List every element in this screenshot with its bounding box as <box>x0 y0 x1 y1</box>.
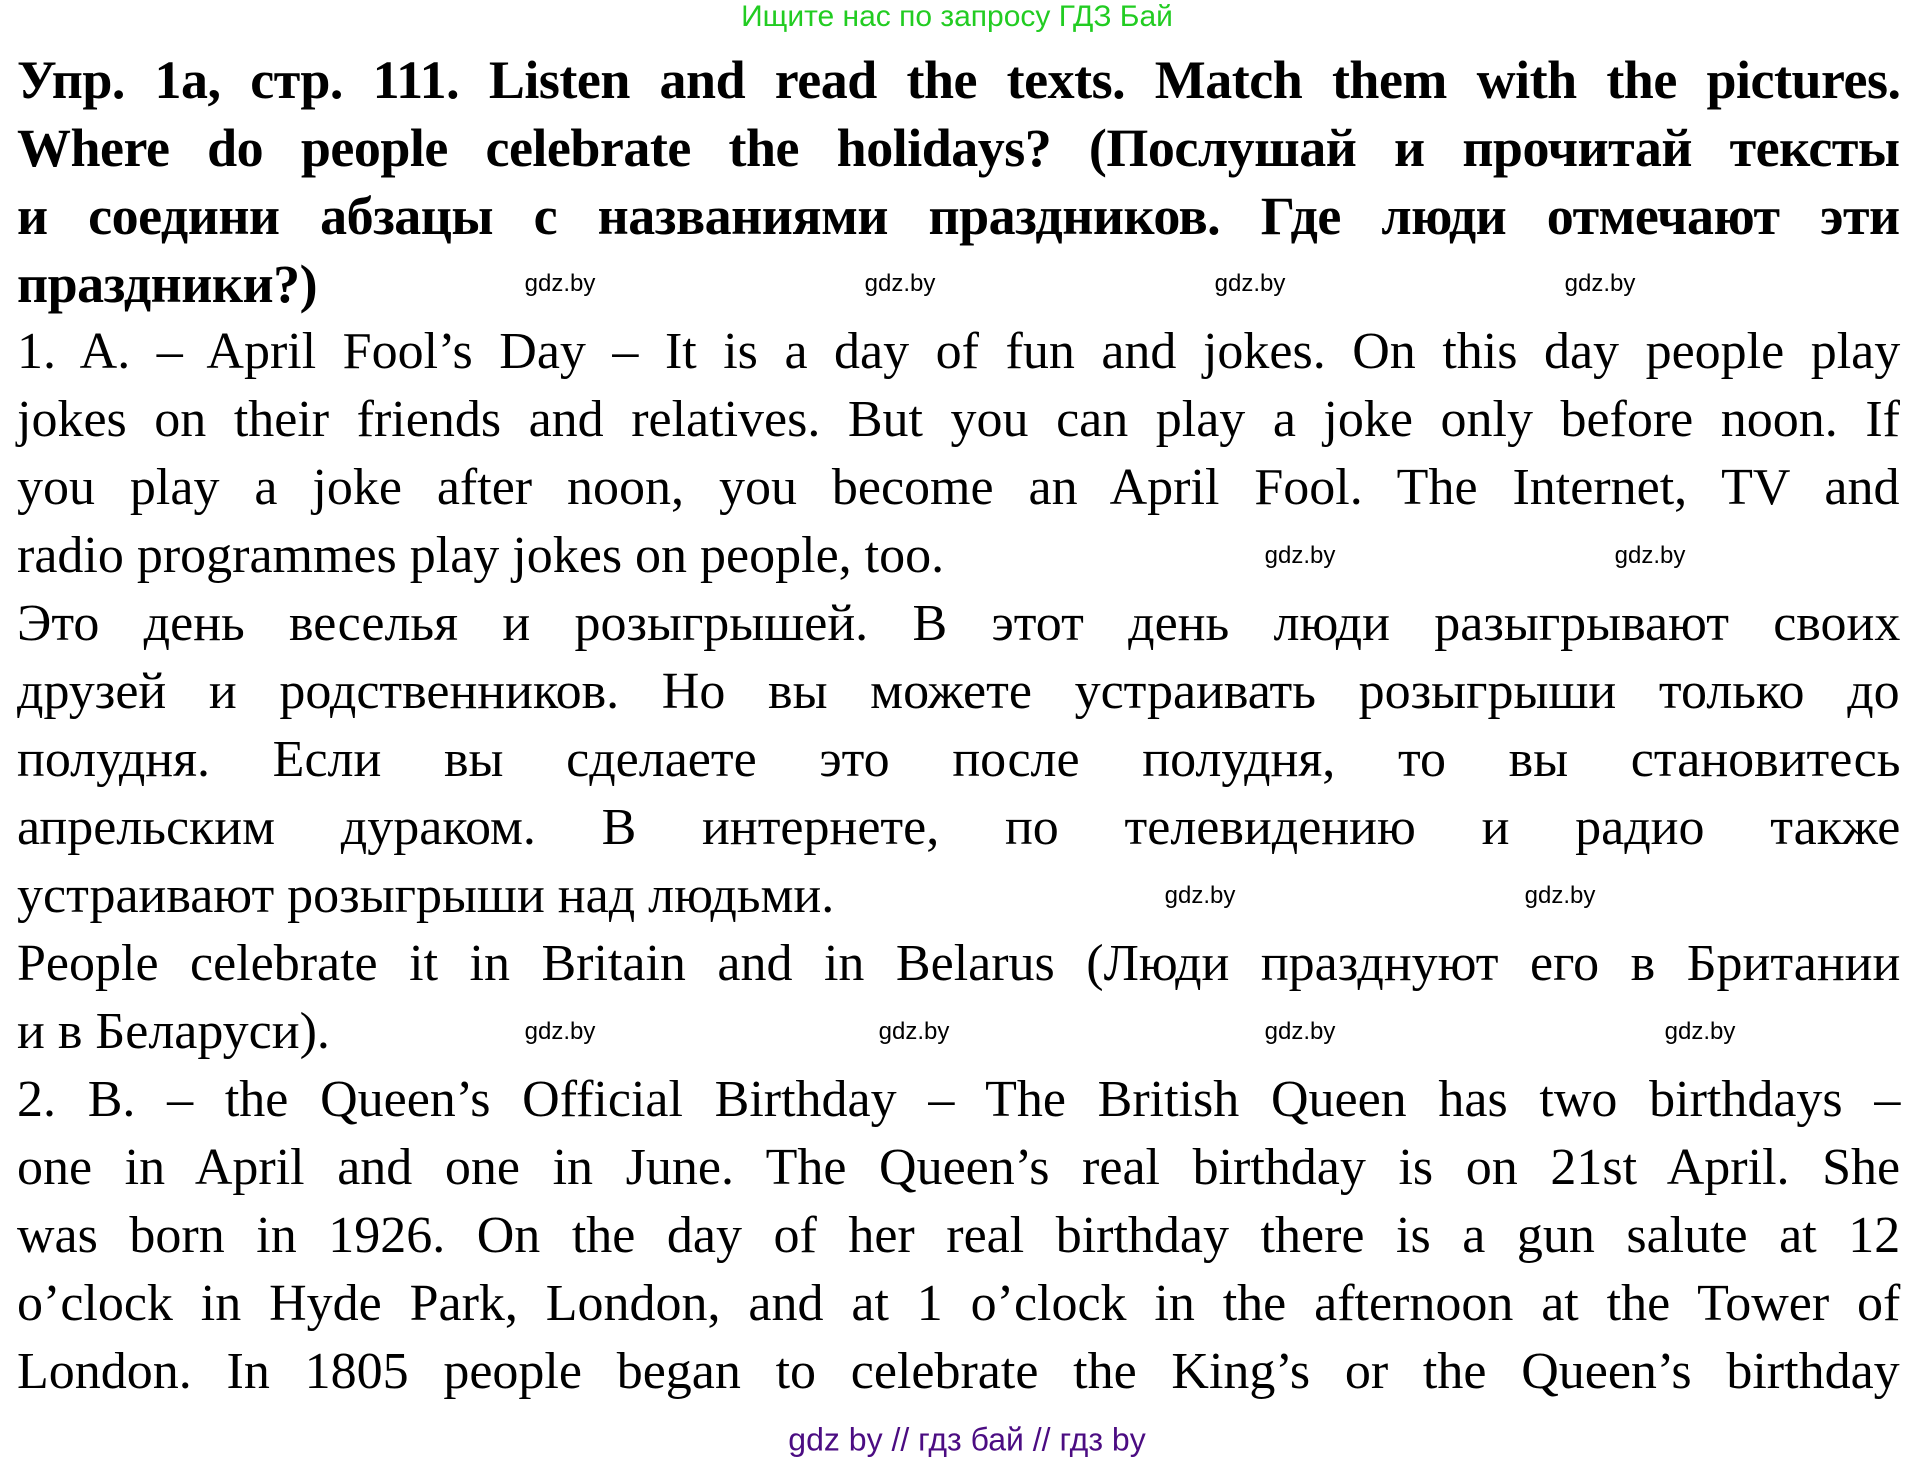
watermark: gdz.by <box>1524 882 1596 909</box>
site-links[interactable]: gdz by // гдз бай // гдз by <box>788 1421 1146 1458</box>
text-line: 2. B. – the Queen’s Official Birthday – The British Queen has two birthdays – <box>17 1071 1901 1128</box>
heading-line: праздники?) <box>17 254 318 314</box>
text-line: London. In 1805 people began to celebrate the King’s or the Queen’s birthday <box>17 1343 1900 1400</box>
heading-line: Where do people celebrate the holidays? (Послушай и прочитай тексты <box>17 118 1900 178</box>
search-banner: Ищите нас по запросу ГДЗ Бай <box>741 0 1173 33</box>
watermark: gdz.by <box>524 1018 596 1045</box>
watermark: gdz.by <box>1214 270 1286 297</box>
text-line: radio programmes play jokes on people, too. <box>17 527 945 584</box>
text-line: People celebrate it in Britain and in Belarus (Люди празднуют его в Британии <box>17 935 1901 992</box>
watermark: gdz.by <box>1164 882 1236 909</box>
watermark: gdz.by <box>878 1018 950 1045</box>
text-line: и в Беларуси). <box>17 1003 330 1060</box>
text-line: апрельским дураком. В интернете, по телевидению и радио также <box>17 799 1901 856</box>
text-line: друзей и родственников. Но вы можете устраивать розыгрыши только до <box>17 663 1900 720</box>
watermark: gdz.by <box>1664 1018 1736 1045</box>
watermark: gdz.by <box>1264 1018 1336 1045</box>
text-line: полудня. Если вы сделаете это после полудня, то вы становитесь <box>17 731 1901 788</box>
watermark: gdz.by <box>1614 542 1686 569</box>
watermark: gdz.by <box>864 270 936 297</box>
heading-line: и соедини абзацы с названиями праздников. Где люди отмечают эти <box>17 186 1900 246</box>
watermark: gdz.by <box>524 270 596 297</box>
heading-line: Упр. 1а, стр. 111. Listen and read the texts. Match them with the pictures. <box>17 50 1901 110</box>
text-line: you play a joke after noon, you become an April Fool. The Internet, TV and <box>17 459 1900 516</box>
text-line: Это день веселья и розыгрышей. В этот день люди разыгрывают своих <box>17 595 1901 652</box>
text-line: jokes on their friends and relatives. But you can play a joke only before noon. If <box>17 391 1900 448</box>
text-line: o’clock in Hyde Park, London, and at 1 o’clock in the afternoon at the Tower of <box>17 1275 1901 1332</box>
watermark: gdz.by <box>1564 270 1636 297</box>
text-line: one in April and one in June. The Queen’s real birthday is on 21st April. She <box>17 1139 1901 1196</box>
text-line: was born in 1926. On the day of her real birthday there is a gun salute at 12 <box>17 1207 1901 1264</box>
text-line: устраивают розыгрыши над людьми. <box>17 867 835 924</box>
text-line: 1. A. – April Fool’s Day – It is a day of fun and jokes. On this day people play <box>17 323 1901 380</box>
watermark: gdz.by <box>1264 542 1336 569</box>
